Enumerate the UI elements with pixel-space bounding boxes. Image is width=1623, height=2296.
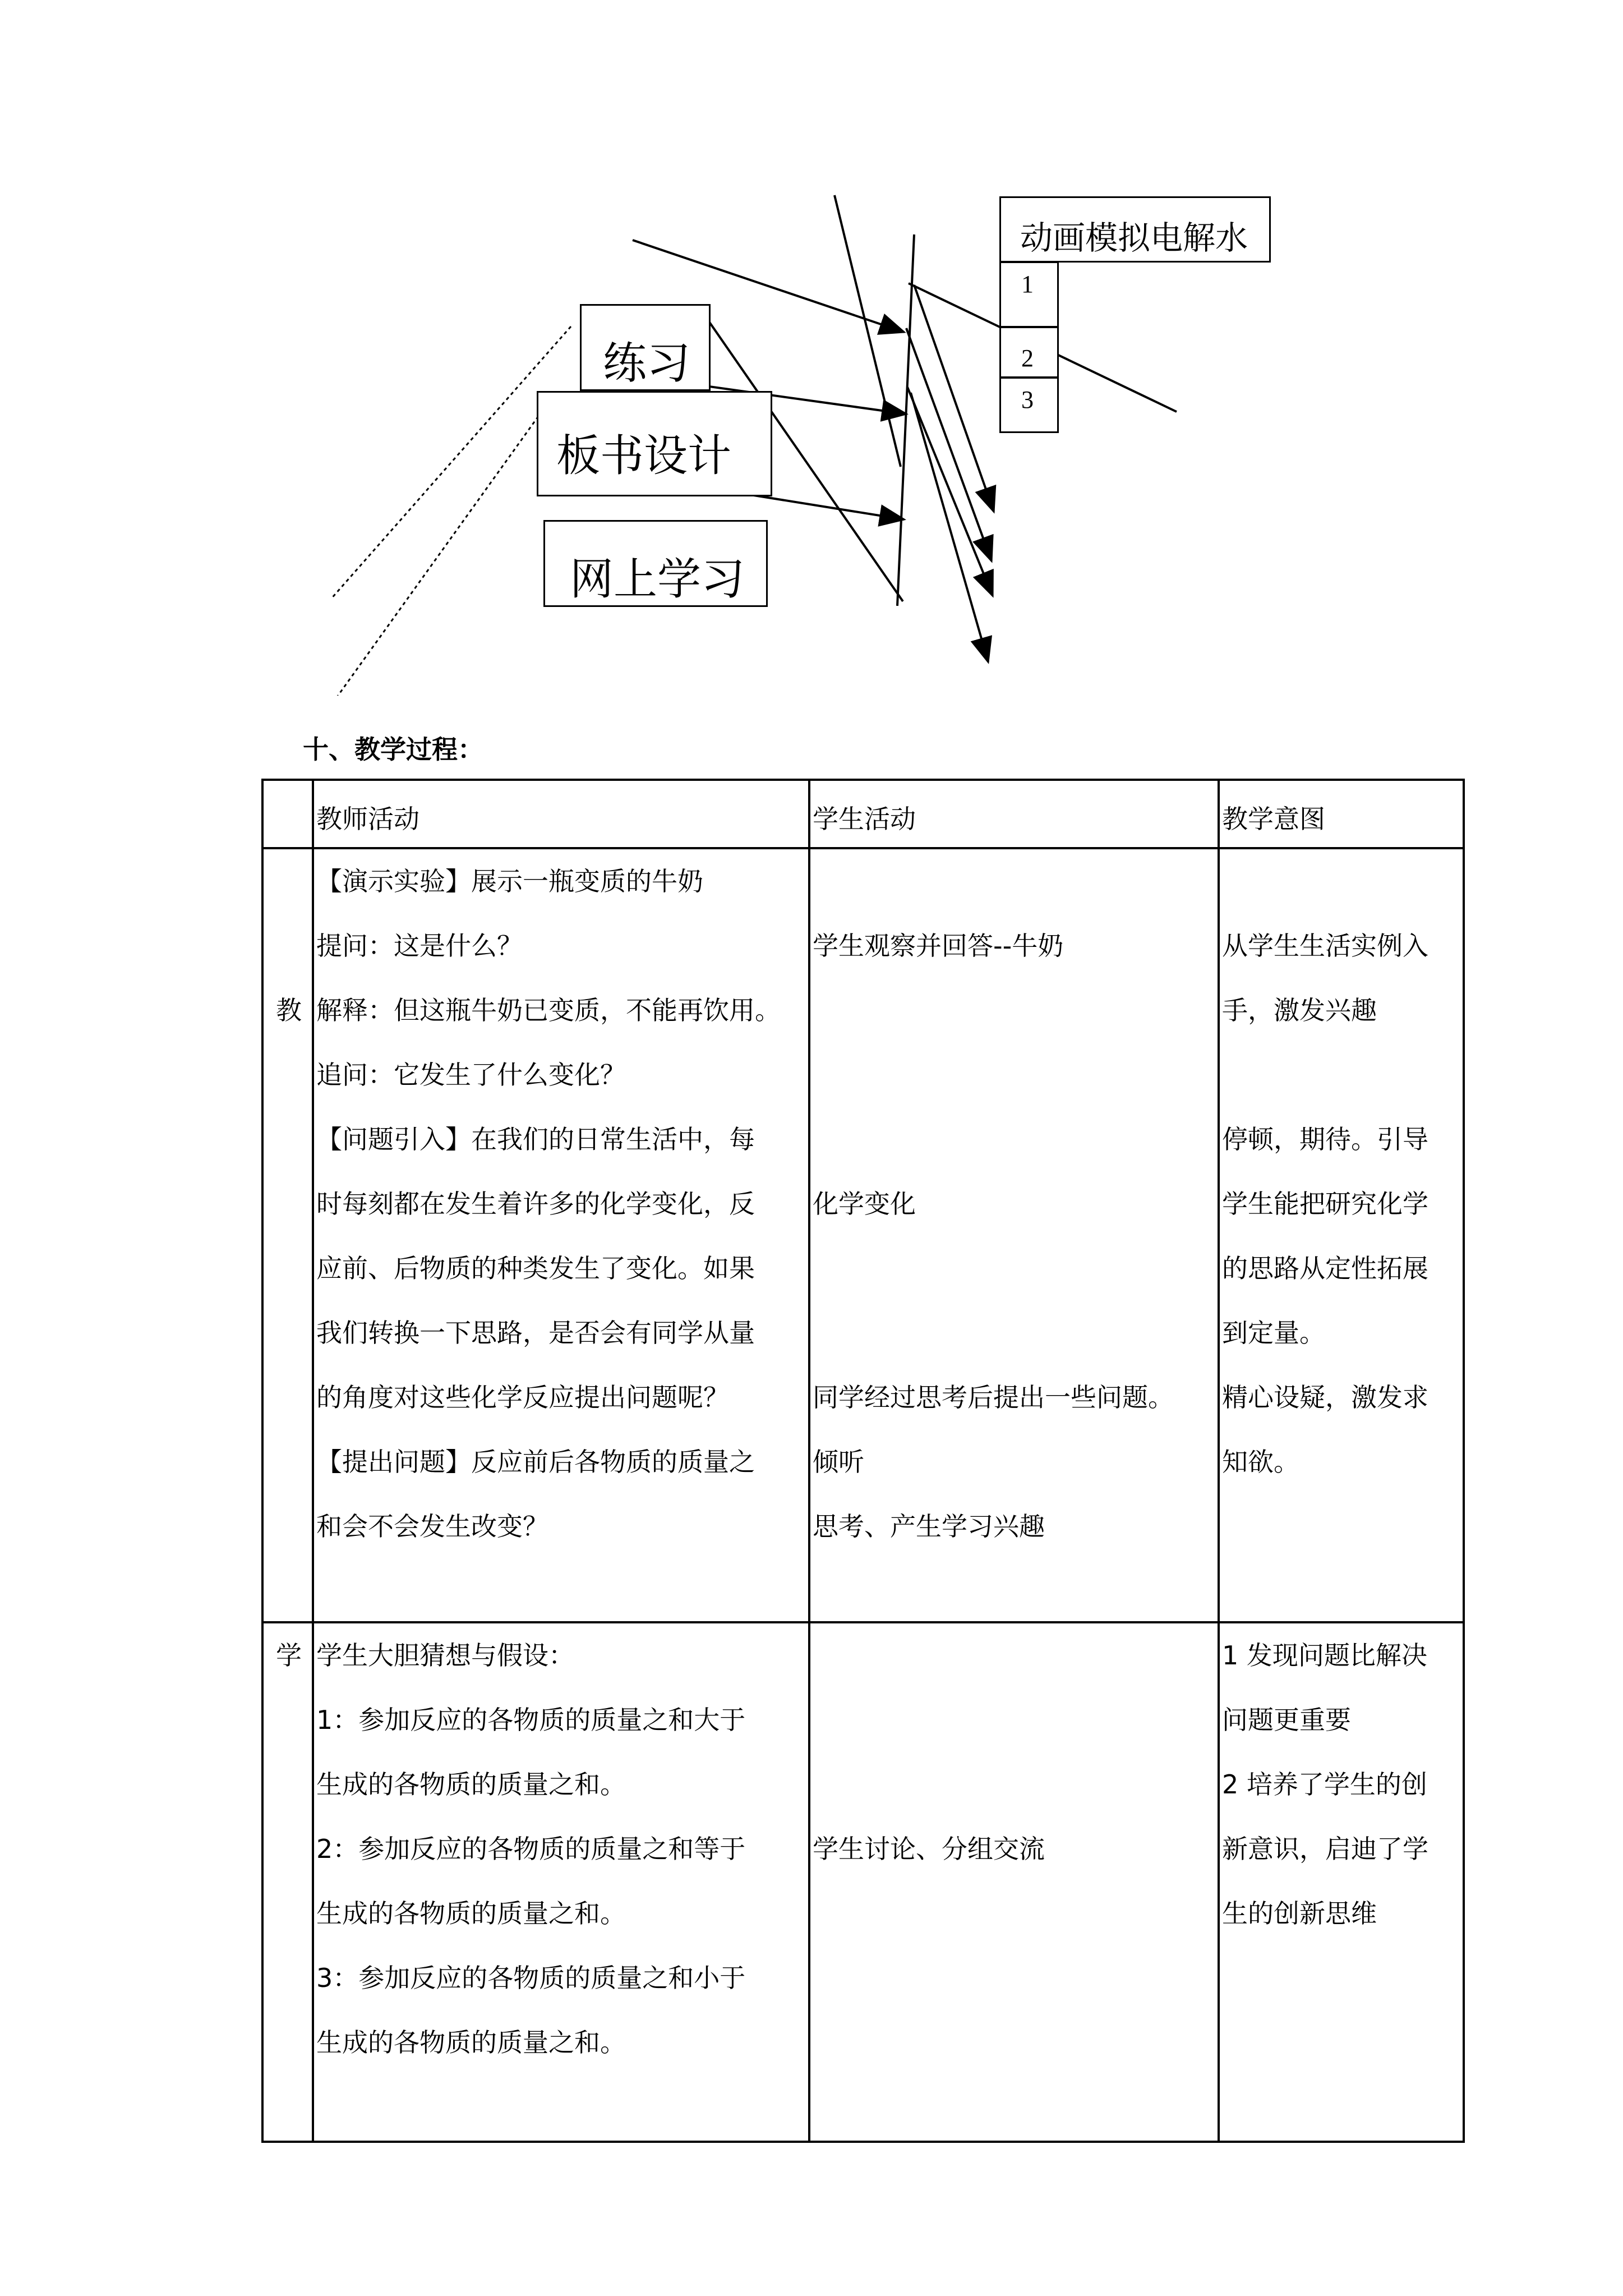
cell-text-line — [1220, 1494, 1463, 1559]
cell-text-line: 到定量。 — [1222, 1318, 1325, 1348]
cell-text-line: 知欲。 — [1222, 1447, 1299, 1477]
cell-text-line: 学生大胆猜想与假设： — [316, 1640, 574, 1671]
cell-text-line: 化学变化 — [813, 1189, 916, 1219]
header-teacher: 教师活动 — [316, 804, 419, 834]
cell-text-line: 1 发现问题比解决 — [1222, 1640, 1427, 1671]
diagram-line — [834, 195, 901, 467]
cell-text-line: 生成的各物质的质量之和。 — [316, 1769, 626, 1800]
cell-text-line — [810, 1881, 1218, 1946]
cell-text-line — [810, 1301, 1218, 1365]
wangshang-xuexi-box: 网上学习 — [543, 520, 768, 607]
number-box-1: 1 — [999, 261, 1059, 328]
cell-text-line: 提问：这是什么？ — [316, 931, 523, 961]
table-row — [262, 848, 1464, 1622]
cell-text-line: 精心设疑，激发求 — [1222, 1382, 1428, 1412]
teaching-intent-cell — [1219, 848, 1464, 1622]
teaching-process-table — [261, 779, 1465, 2143]
cell-text-line — [1220, 1043, 1463, 1107]
cell-text-line: 生成的各物质的质量之和。 — [316, 2027, 626, 2058]
cell-text-line — [810, 1946, 1218, 2010]
header-intent-cell — [1219, 780, 1464, 848]
cell-text-line: 3：参加反应的各物质的质量之和小于 — [316, 1963, 746, 1993]
cell-text-line: 的思路从定性拓展 — [1222, 1253, 1428, 1283]
side-label: 学 — [276, 1640, 302, 1671]
cell-text-line: 学生观察并回答--牛奶 — [813, 931, 1064, 961]
cell-text-line — [810, 1688, 1218, 1752]
cell-text-line — [810, 978, 1218, 1043]
diagram-arrow — [911, 393, 988, 662]
cell-text-line — [810, 849, 1218, 914]
teacher-activity-cell — [313, 848, 809, 1622]
dotted-line — [331, 326, 571, 599]
table-row — [262, 1622, 1464, 2142]
header-corner-cell — [262, 780, 313, 848]
cell-text-line: 倾听 — [813, 1447, 864, 1477]
number-box-3: 3 — [999, 377, 1059, 433]
diagram-lines — [0, 0, 1623, 696]
cell-text-line: 问题更重要 — [1222, 1705, 1351, 1735]
cell-text-line — [810, 1236, 1218, 1301]
header-teacher-cell — [313, 780, 809, 848]
side-line — [264, 914, 312, 978]
table-header-row — [262, 780, 1464, 848]
donghua-moni-box: 动画模拟电解水 — [999, 196, 1271, 263]
cell-text-line — [1220, 1946, 1463, 2010]
cell-text-line — [1220, 849, 1463, 914]
cell-text-line: 停顿，期待。引导 — [1222, 1124, 1428, 1154]
student-activity-cell — [809, 1622, 1219, 2142]
cell-text-line: 解释：但这瓶牛奶已变质，不能再饮用。 — [316, 995, 781, 1025]
header-student: 学生活动 — [813, 804, 916, 834]
dotted-line — [333, 416, 538, 696]
banshu-sheji-box: 板书设计 — [537, 391, 772, 496]
cell-text-line: 思考、产生学习兴趣 — [813, 1511, 1045, 1542]
cell-text-line: 从学生生活实例入 — [1222, 931, 1428, 961]
side-label-cell — [262, 848, 313, 1622]
header-student-cell — [809, 780, 1219, 848]
flow-diagram — [0, 0, 1623, 696]
cell-text-line: 和会不会发生改变？ — [316, 1511, 548, 1542]
cell-text-line: 追问：它发生了什么变化？ — [316, 1060, 626, 1090]
side-label: 教 — [276, 995, 302, 1025]
cell-text-line — [810, 1043, 1218, 1107]
cell-text-line: 生的创新思维 — [1222, 1898, 1377, 1929]
cell-text-line: 学生讨论、分组交流 — [813, 1834, 1045, 1864]
cell-text-line: 1：参加反应的各物质的质量之和大于 — [316, 1705, 746, 1735]
teaching-intent-cell — [1219, 1622, 1464, 2142]
header-intent: 教学意图 — [1222, 804, 1325, 834]
student-activity-cell — [809, 848, 1219, 1622]
cell-text-line — [810, 2010, 1218, 2075]
teacher-activity-cell — [313, 1622, 809, 2142]
diagram-line — [897, 234, 914, 606]
cell-text-line: 同学经过思考后提出一些问题。 — [813, 1382, 1174, 1412]
cell-text-line: 【问题引入】在我们的日常生活中，每 — [316, 1124, 755, 1154]
section-title: 十、教学过程： — [303, 734, 483, 765]
side-line — [264, 849, 312, 914]
diagram-arrow — [907, 387, 993, 596]
cell-text-line: 应前、后物质的种类发生了变化。如果 — [316, 1253, 755, 1283]
cell-text-line — [810, 1752, 1218, 1817]
cell-text-line: 2 培养了学生的创 — [1222, 1769, 1427, 1800]
cell-text-line — [810, 1623, 1218, 1688]
cell-text-line — [810, 1107, 1218, 1172]
cell-text-line: 生成的各物质的质量之和。 — [316, 1898, 626, 1929]
cell-text-line: 学生能把研究化学 — [1222, 1189, 1428, 1219]
side-label-cell — [262, 1622, 313, 2142]
cell-text-line: 【演示实验】展示一瓶变质的牛奶 — [316, 866, 703, 896]
cell-text-line: 【提出问题】反应前后各物质的质量之 — [316, 1447, 755, 1477]
cell-text-line: 手，激发兴趣 — [1222, 995, 1377, 1025]
lianxi-box: 练习 — [580, 304, 711, 391]
number-box-2: 2 — [999, 326, 1059, 378]
cell-text-line: 我们转换一下思路，是否会有同学从量 — [316, 1318, 755, 1348]
cell-text-line: 2：参加反应的各物质的质量之和等于 — [316, 1834, 746, 1864]
cell-text-line: 时每刻都在发生着许多的化学变化，反 — [316, 1189, 755, 1219]
cell-text-line: 的角度对这些化学反应提出问题呢？ — [316, 1382, 729, 1412]
cell-text-line — [1220, 2010, 1463, 2075]
cell-text-line: 新意识，启迪了学 — [1222, 1834, 1428, 1864]
